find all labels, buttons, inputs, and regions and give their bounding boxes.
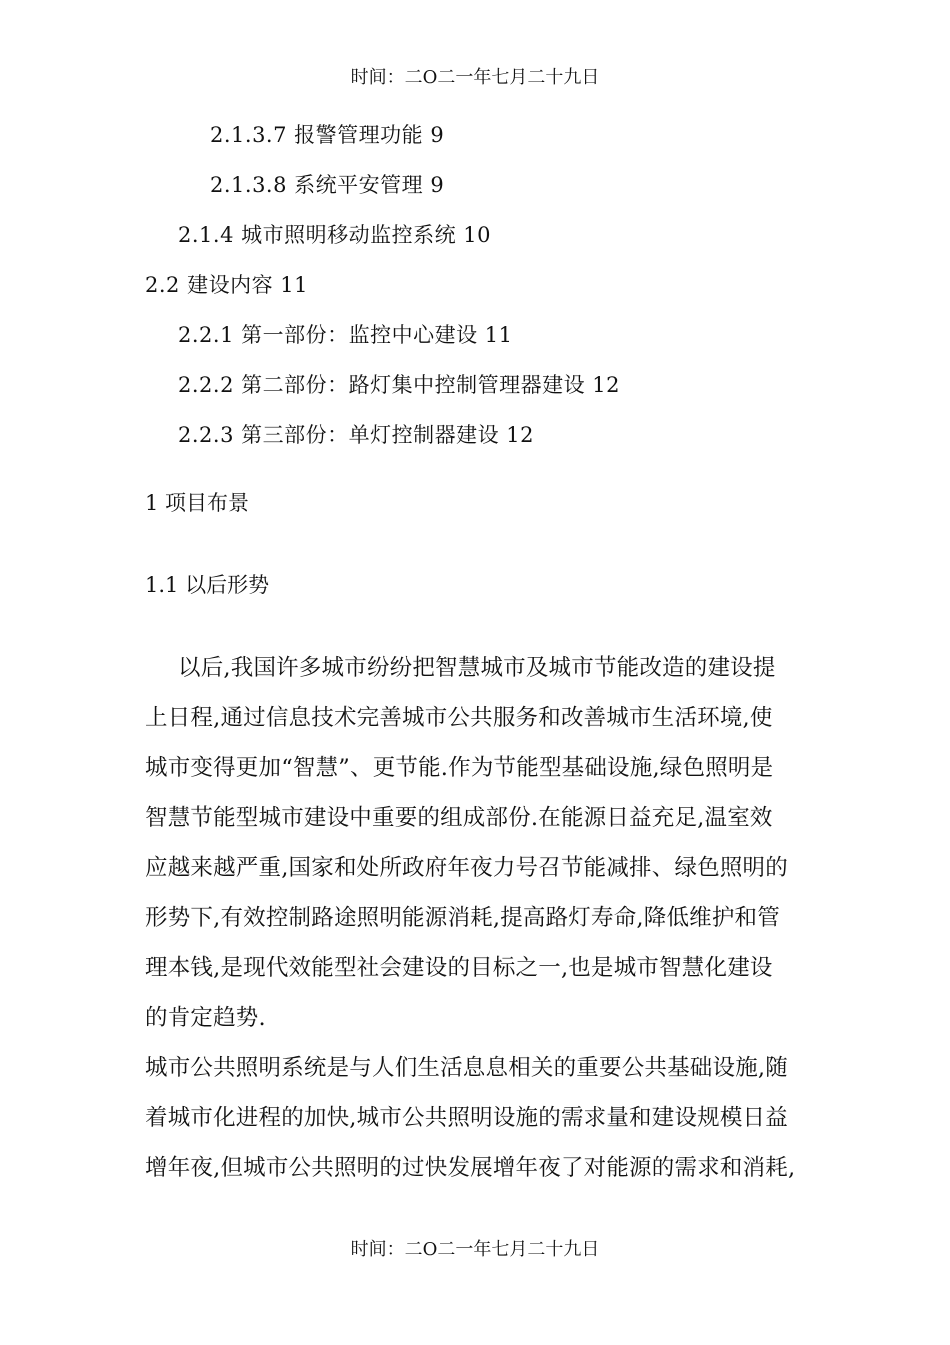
paragraph-line: 应越来越严重,国家和处所政府年夜力号召节能减排、绿色照明的 — [145, 855, 788, 881]
paragraph-line: 理本钱,是现代效能型社会建设的目标之一,也是城市智慧化建设 — [145, 955, 773, 981]
paragraph-line: 城市公共照明系统是与人们生活息息相关的重要公共基础设施,随 — [145, 1055, 788, 1081]
toc-entry-2-1-3-8[interactable]: 2.1.3.8 系统平安管理 9 — [210, 173, 445, 197]
paragraph-line: 上日程,通过信息技术完善城市公共服务和改善城市生活环境,使 — [145, 705, 773, 731]
paragraph-line: 的肯定趋势. — [145, 1005, 266, 1031]
section-heading-1: 1 项目布景 — [145, 491, 250, 515]
page-header-date: 时间：二O二一年七月二十九日 — [350, 67, 600, 88]
body-paragraph-1 — [145, 643, 810, 1043]
paragraph-line: 增年夜,但城市公共照明的过快发展增年夜了对能源的需求和消耗, — [145, 1155, 796, 1181]
section-heading-1-1: 1.1 以后形势 — [145, 573, 270, 597]
toc-entry-2-2[interactable]: 2.2 建设内容 11 — [145, 273, 308, 297]
paragraph-line: 城市变得更加“智慧”、更节能.作为节能型基础设施,绿色照明是 — [145, 755, 774, 781]
paragraph-line: 形势下,有效控制路途照明能源消耗,提高路灯寿命,降低维护和管 — [145, 905, 780, 931]
paragraph-line: 着城市化进程的加快,城市公共照明设施的需求量和建设规模日益 — [145, 1105, 788, 1131]
body-paragraph-2 — [145, 1043, 810, 1193]
toc-entry-2-1-4[interactable]: 2.1.4 城市照明移动监控系统 10 — [178, 223, 492, 247]
paragraph-line: 智慧节能型城市建设中重要的组成部份.在能源日益充足,温室效 — [145, 805, 773, 831]
toc-entry-2-2-2[interactable]: 2.2.2 第二部份：路灯集中控制管理器建设 12 — [178, 373, 621, 397]
toc-entry-2-2-1[interactable]: 2.2.1 第一部份：监控中心建设 11 — [178, 323, 513, 347]
paragraph-line: 以后,我国许多城市纷纷把智慧城市及城市节能改造的建设提 — [178, 655, 776, 681]
toc-entry-2-2-3[interactable]: 2.2.3 第三部份：单灯控制器建设 12 — [178, 423, 535, 447]
page-footer-date: 时间：二O二一年七月二十九日 — [350, 1239, 600, 1260]
toc-entry-2-1-3-7[interactable]: 2.1.3.7 报警管理功能 9 — [210, 123, 445, 147]
